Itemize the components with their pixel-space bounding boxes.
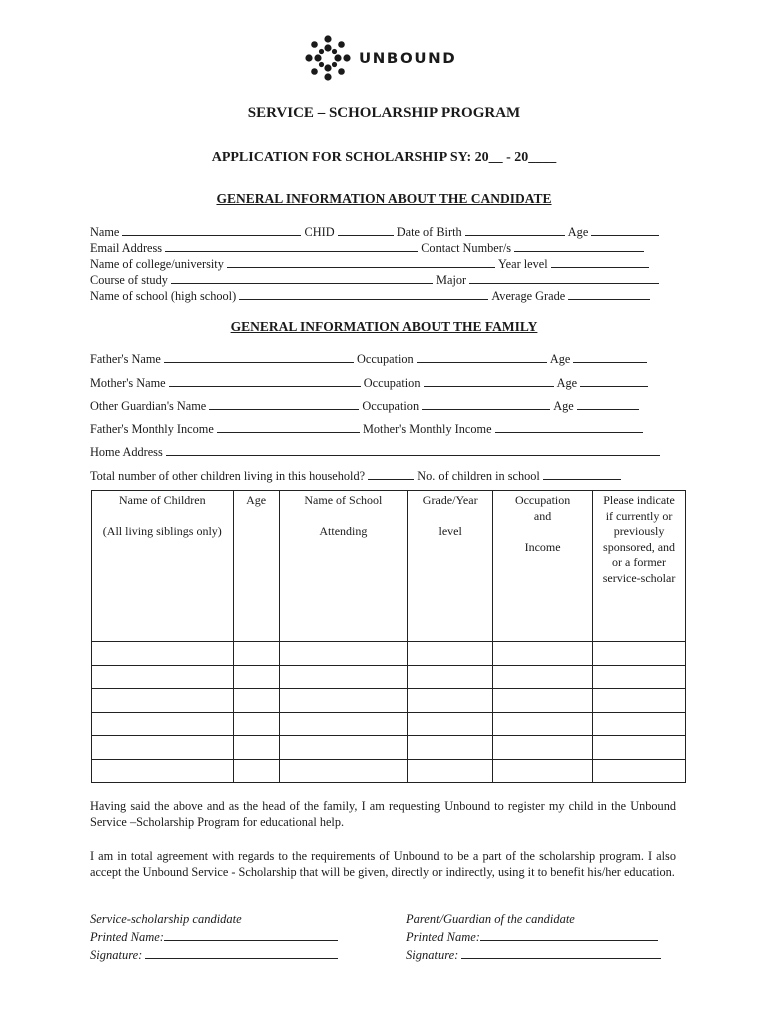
guardian-field[interactable] (209, 398, 359, 410)
program-title: SERVICE – SCHOLARSHIP PROGRAM (247, 105, 521, 121)
request-paragraph: Having said the above and as the head of the family, I am requesting Unbound to register my child in the Unbound Service –Scholarship Program for educational help. (90, 799, 676, 829)
col-header-age: Age (233, 491, 279, 642)
candidate-signature-label: Signature: (90, 948, 143, 962)
contact-field[interactable] (514, 240, 644, 252)
mother-income-label: Mother's Monthly Income (362, 422, 492, 436)
cell-grade[interactable] (408, 712, 493, 736)
cell-occupation[interactable] (493, 665, 593, 689)
cell-age[interactable] (233, 665, 279, 689)
total-children-field[interactable] (368, 468, 414, 480)
father-field[interactable] (164, 351, 354, 363)
course-label: Course of study (90, 273, 168, 287)
candidate-row-college (90, 256, 676, 272)
cell-school[interactable] (279, 759, 408, 783)
children-school-label: No. of children in school (417, 469, 540, 483)
children-table-body (92, 642, 686, 783)
cell-sponsored[interactable] (593, 736, 686, 760)
guardian-printed-name-row (406, 928, 661, 946)
candidate-printed-name-row (90, 928, 338, 946)
age-label: Age (567, 225, 589, 239)
major-label: Major (436, 273, 467, 287)
cell-age[interactable] (233, 712, 279, 736)
school-label: Name of school (high school) (90, 289, 237, 303)
mother-occupation-label: Occupation (363, 376, 421, 390)
logo-text: UNBOUND (359, 49, 457, 67)
cell-grade[interactable] (408, 736, 493, 760)
chid-field[interactable] (338, 224, 394, 236)
cell-grade[interactable] (408, 689, 493, 713)
address-field[interactable] (166, 444, 660, 456)
children-table-header (92, 491, 686, 642)
guardian-age-field[interactable] (577, 398, 639, 410)
name-label: Name (90, 225, 120, 239)
mother-age-field[interactable] (580, 375, 648, 387)
cell-school[interactable] (279, 665, 408, 689)
cell-occupation[interactable] (493, 689, 593, 713)
unbound-logo-icon (303, 34, 353, 82)
father-label: Father's Name (90, 352, 161, 366)
candidate-signature-field[interactable] (145, 947, 338, 959)
contact-label: Contact Number/s (421, 241, 512, 255)
mother-age-label: Age (556, 376, 578, 390)
table-row (92, 642, 686, 666)
mother-income-field[interactable] (495, 421, 643, 433)
table-row (92, 665, 686, 689)
cell-age[interactable] (233, 736, 279, 760)
children-school-field[interactable] (543, 468, 621, 480)
chid-label: CHID (304, 225, 335, 239)
guardian-printed-name-field[interactable] (480, 929, 658, 941)
cell-sponsored[interactable] (593, 759, 686, 783)
candidate-row-course (90, 272, 676, 288)
cell-occupation[interactable] (493, 759, 593, 783)
guardian-signature-title: Parent/Guardian of the candidate (406, 912, 575, 926)
total-children-label: Total number of other children living in this household? (90, 469, 366, 483)
table-row (92, 736, 686, 760)
school-field[interactable] (239, 288, 488, 300)
col-header-sponsored: Please indicate if currently or previously sponsored, and or a former service-scholar (593, 491, 686, 642)
father-occupation-field[interactable] (417, 351, 547, 363)
guardian-signature-label: Signature: (406, 948, 459, 962)
father-occupation-label: Occupation (357, 352, 414, 366)
guardian-occupation-field[interactable] (422, 398, 550, 410)
agreement-paragraph: I am in total agreement with regards to the requirements of Unbound to be a part of the scholarship program. I also accept the Unbound Service - Scholarship that will be given, directly or indirectly, using it to benefit his/her education. (90, 849, 676, 879)
candidate-signature-block (90, 910, 338, 964)
average-label: Average Grade (491, 289, 566, 303)
dob-label: Date of Birth (396, 225, 462, 239)
guardian-signature-row (406, 946, 661, 964)
father-age-label: Age (549, 352, 571, 366)
cell-name[interactable] (92, 689, 234, 713)
cell-name[interactable] (92, 759, 234, 783)
cell-occupation[interactable] (493, 736, 593, 760)
address-label: Home Address (90, 445, 163, 459)
cell-sponsored[interactable] (593, 712, 686, 736)
father-income-field[interactable] (217, 421, 360, 433)
father-age-field[interactable] (573, 351, 647, 363)
college-label: Name of college/university (90, 257, 224, 271)
col-header-name: Name of Children (All living siblings only) (92, 491, 234, 642)
guardian-printed-name-label: Printed Name: (406, 930, 480, 944)
name-field[interactable] (122, 224, 301, 236)
cell-grade[interactable] (408, 665, 493, 689)
cell-school[interactable] (279, 689, 408, 713)
cell-grade[interactable] (408, 642, 493, 666)
candidate-row-email (90, 240, 676, 256)
cell-name[interactable] (92, 736, 234, 760)
table-row (92, 689, 686, 713)
mother-label: Mother's Name (90, 376, 166, 390)
guardian-age-label: Age (553, 399, 574, 413)
family-row-mother (90, 375, 676, 391)
children-table (91, 490, 686, 783)
candidate-printed-name-label: Printed Name: (90, 930, 164, 944)
cell-occupation[interactable] (493, 642, 593, 666)
course-field[interactable] (171, 272, 433, 284)
cell-age[interactable] (233, 689, 279, 713)
year-level-field[interactable] (551, 256, 649, 268)
mother-field[interactable] (169, 375, 361, 387)
college-field[interactable] (227, 256, 495, 268)
candidate-printed-name-field[interactable] (164, 929, 338, 941)
guardian-signature-field[interactable] (461, 947, 661, 959)
cell-school[interactable] (279, 712, 408, 736)
cell-age[interactable] (233, 759, 279, 783)
col-header-occupation: Occupation and Income (493, 491, 593, 642)
candidate-row-school (90, 288, 676, 304)
mother-occupation-field[interactable] (424, 375, 554, 387)
candidate-row-name (90, 224, 676, 240)
col-header-grade: Grade/Year level (408, 491, 493, 642)
family-row-children-count (90, 468, 676, 484)
cell-school[interactable] (279, 642, 408, 666)
cell-sponsored[interactable] (593, 642, 686, 666)
cell-age[interactable] (233, 642, 279, 666)
email-field[interactable] (165, 240, 418, 252)
guardian-label: Other Guardian's Name (90, 399, 207, 413)
unbound-logo (303, 34, 456, 82)
guardian-signature-block (406, 910, 661, 964)
cell-sponsored[interactable] (593, 665, 686, 689)
candidate-signature-row (90, 946, 338, 964)
age-field[interactable] (591, 224, 659, 236)
family-row-father (90, 351, 676, 367)
guardian-occupation-label: Occupation (362, 399, 420, 413)
year-level-label: Year level (498, 257, 548, 271)
table-row (92, 712, 686, 736)
cell-occupation[interactable] (493, 712, 593, 736)
cell-grade[interactable] (408, 759, 493, 783)
cell-name[interactable] (92, 642, 234, 666)
family-row-guardian (90, 398, 676, 414)
candidate-signature-title: Service-scholarship candidate (90, 912, 242, 926)
cell-name[interactable] (92, 712, 234, 736)
table-row (92, 759, 686, 783)
application-title: APPLICATION FOR SCHOLARSHIP SY: 20__ - 20____ (211, 150, 557, 165)
cell-sponsored[interactable] (593, 689, 686, 713)
candidate-section-heading: GENERAL INFORMATION ABOUT THE CANDIDATE (216, 191, 552, 206)
family-row-address (90, 444, 676, 460)
col-header-school: Name of School Attending (279, 491, 408, 642)
major-field[interactable] (469, 272, 659, 284)
email-label: Email Address (90, 241, 163, 255)
dob-field[interactable] (465, 224, 565, 236)
family-row-income (90, 421, 676, 437)
cell-school[interactable] (279, 736, 408, 760)
average-field[interactable] (568, 288, 650, 300)
father-income-label: Father's Monthly Income (90, 422, 214, 436)
cell-name[interactable] (92, 665, 234, 689)
family-section-heading: GENERAL INFORMATION ABOUT THE FAMILY (230, 319, 538, 334)
